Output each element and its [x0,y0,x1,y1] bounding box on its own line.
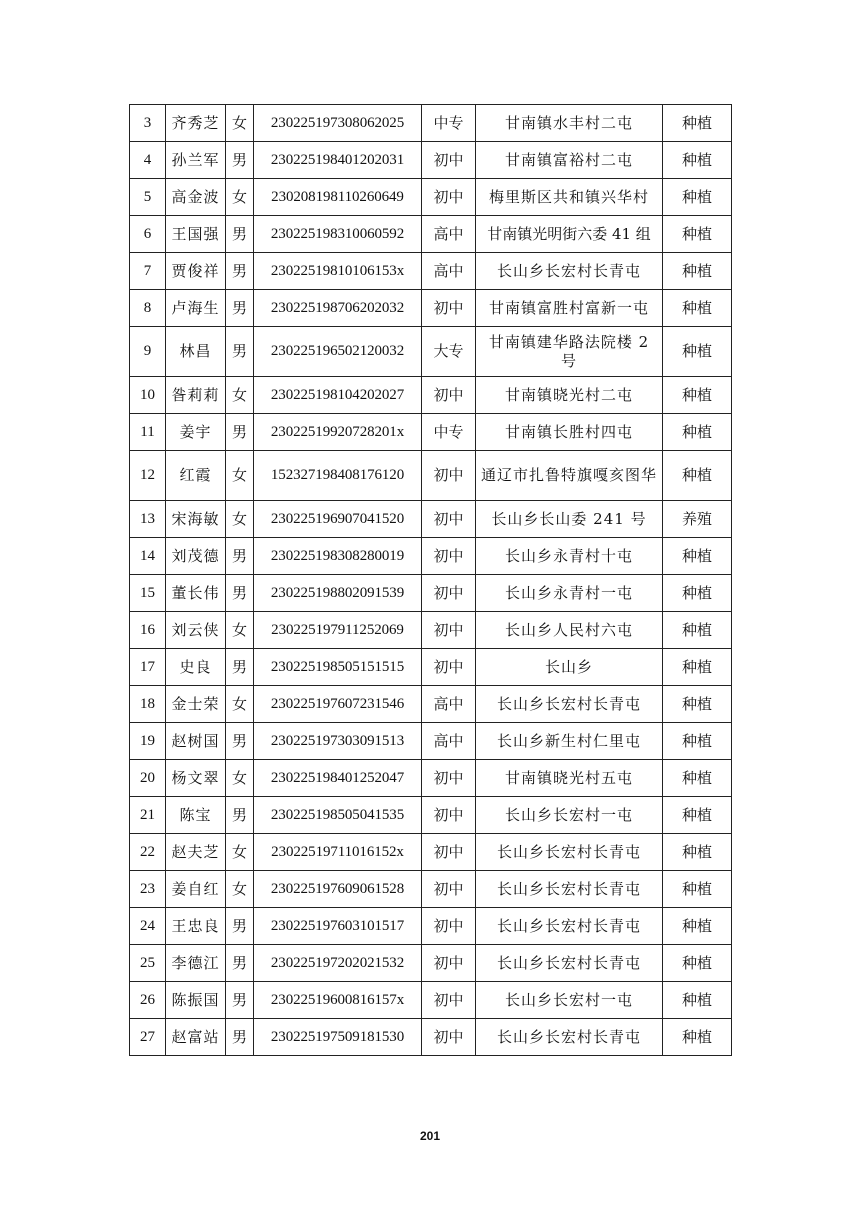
table-row [130,414,732,451]
id-number: 230225197303091513 [254,723,422,760]
table-row [130,179,732,216]
education: 初中 [422,982,476,1019]
gender: 男 [226,253,254,290]
gender: 男 [226,908,254,945]
id-number: 230225198802091539 [254,575,422,612]
address: 长山乡长宏村一屯 [476,797,663,834]
address: 长山乡长宏村长青屯 [476,871,663,908]
education: 初中 [422,649,476,686]
id-number: 152327198408176120 [254,451,422,501]
row-number: 9 [130,327,166,377]
id-number: 230208198110260649 [254,179,422,216]
id-number: 230225198505151515 [254,649,422,686]
gender: 男 [226,649,254,686]
occupation: 种植 [663,945,732,982]
occupation: 种植 [663,686,732,723]
education: 中专 [422,105,476,142]
id-number: 23022519600816157x [254,982,422,1019]
occupation: 种植 [663,105,732,142]
row-number: 27 [130,1019,166,1056]
id-number: 230225198310060592 [254,216,422,253]
occupation: 种植 [663,797,732,834]
row-number: 23 [130,871,166,908]
gender: 女 [226,612,254,649]
gender: 女 [226,451,254,501]
address: 甘南镇晓光村二屯 [476,377,663,414]
id-number: 230225198706202032 [254,290,422,327]
row-number: 7 [130,253,166,290]
table-row [130,538,732,575]
roster-body [130,105,732,1056]
id-number: 230225197609061528 [254,871,422,908]
person-name: 孙兰军 [166,142,226,179]
education: 初中 [422,142,476,179]
table-row [130,945,732,982]
table-row [130,1019,732,1056]
occupation: 种植 [663,253,732,290]
id-number: 230225196502120032 [254,327,422,377]
gender: 男 [226,945,254,982]
gender: 男 [226,1019,254,1056]
row-number: 18 [130,686,166,723]
gender: 男 [226,538,254,575]
gender: 男 [226,575,254,612]
person-name: 金士荣 [166,686,226,723]
person-name: 杨文翠 [166,760,226,797]
gender: 男 [226,142,254,179]
row-number: 11 [130,414,166,451]
gender: 女 [226,179,254,216]
row-number: 24 [130,908,166,945]
table-row [130,327,732,377]
table-row [130,575,732,612]
address: 长山乡长宏村长青屯 [476,834,663,871]
table-row [130,723,732,760]
education: 中专 [422,414,476,451]
gender: 男 [226,414,254,451]
row-number: 5 [130,179,166,216]
id-number: 230225196907041520 [254,501,422,538]
row-number: 21 [130,797,166,834]
person-name: 李德江 [166,945,226,982]
education: 初中 [422,575,476,612]
occupation: 种植 [663,575,732,612]
occupation: 种植 [663,723,732,760]
occupation: 种植 [663,216,732,253]
id-number: 230225198401202031 [254,142,422,179]
gender: 男 [226,290,254,327]
education: 大专 [422,327,476,377]
id-number: 23022519810106153x [254,253,422,290]
address: 甘南镇晓光村五屯 [476,760,663,797]
education: 初中 [422,945,476,982]
table-row [130,908,732,945]
education: 初中 [422,612,476,649]
id-number: 230225197308062025 [254,105,422,142]
person-name: 史良 [166,649,226,686]
education: 高中 [422,686,476,723]
id-number: 230225197202021532 [254,945,422,982]
occupation: 种植 [663,538,732,575]
row-number: 20 [130,760,166,797]
person-name: 卢海生 [166,290,226,327]
address: 长山乡长宏村长青屯 [476,686,663,723]
address: 长山乡永青村一屯 [476,575,663,612]
row-number: 15 [130,575,166,612]
person-name: 姜宇 [166,414,226,451]
table-row [130,834,732,871]
education: 初中 [422,538,476,575]
person-name: 赵夫芝 [166,834,226,871]
id-number: 23022519920728201x [254,414,422,451]
education: 初中 [422,834,476,871]
occupation: 种植 [663,871,732,908]
row-number: 12 [130,451,166,501]
address: 长山乡长宏村一屯 [476,982,663,1019]
row-number: 26 [130,982,166,1019]
education: 高中 [422,253,476,290]
education: 初中 [422,760,476,797]
id-number: 23022519711016152x [254,834,422,871]
person-name: 王国强 [166,216,226,253]
person-name: 高金波 [166,179,226,216]
person-name: 姜自红 [166,871,226,908]
education: 初中 [422,1019,476,1056]
education: 初中 [422,501,476,538]
table-row [130,142,732,179]
address: 长山乡永青村十屯 [476,538,663,575]
id-number: 230225198104202027 [254,377,422,414]
occupation: 种植 [663,142,732,179]
table-row [130,451,732,501]
person-name: 刘云侠 [166,612,226,649]
id-number: 230225198505041535 [254,797,422,834]
person-name: 赵树国 [166,723,226,760]
id-number: 230225197509181530 [254,1019,422,1056]
gender: 男 [226,797,254,834]
table-row [130,797,732,834]
address: 长山乡人民村六屯 [476,612,663,649]
education: 初中 [422,179,476,216]
table-row [130,216,732,253]
gender: 男 [226,723,254,760]
address: 甘南镇水丰村二屯 [476,105,663,142]
gender: 女 [226,686,254,723]
occupation: 种植 [663,377,732,414]
address: 长山乡长宏村长青屯 [476,253,663,290]
table-row [130,290,732,327]
education: 初中 [422,908,476,945]
person-name: 贾俊祥 [166,253,226,290]
education: 初中 [422,377,476,414]
gender: 男 [226,982,254,1019]
id-number: 230225197603101517 [254,908,422,945]
person-name: 宋海敏 [166,501,226,538]
address: 长山乡新生村仁里屯 [476,723,663,760]
gender: 男 [226,327,254,377]
address: 甘南镇长胜村四屯 [476,414,663,451]
page-number: 201 [419,1129,441,1143]
id-number: 230225198308280019 [254,538,422,575]
occupation: 养殖 [663,501,732,538]
table-row [130,686,732,723]
gender: 女 [226,871,254,908]
table-row [130,501,732,538]
id-number: 230225198401252047 [254,760,422,797]
occupation: 种植 [663,612,732,649]
table-row [130,871,732,908]
id-number: 230225197911252069 [254,612,422,649]
address: 甘南镇建华路法院楼 2 号 [476,327,663,377]
row-number: 6 [130,216,166,253]
address: 长山乡长宏村长青屯 [476,908,663,945]
row-number: 19 [130,723,166,760]
gender: 女 [226,377,254,414]
gender: 女 [226,105,254,142]
table-row [130,377,732,414]
occupation: 种植 [663,1019,732,1056]
education: 初中 [422,871,476,908]
id-number: 230225197607231546 [254,686,422,723]
occupation: 种植 [663,908,732,945]
gender: 男 [226,216,254,253]
table-row [130,760,732,797]
roster-table [129,104,732,1056]
gender: 女 [226,834,254,871]
address: 梅里斯区共和镇兴华村 [476,179,663,216]
row-number: 10 [130,377,166,414]
table-row [130,612,732,649]
person-name: 王忠良 [166,908,226,945]
row-number: 3 [130,105,166,142]
education: 高中 [422,723,476,760]
person-name: 红霞 [166,451,226,501]
occupation: 种植 [663,290,732,327]
occupation: 种植 [663,760,732,797]
address: 通辽市扎鲁特旗嘎亥图华 [476,451,663,501]
gender: 女 [226,760,254,797]
row-number: 16 [130,612,166,649]
address: 长山乡 [476,649,663,686]
person-name: 齐秀芝 [166,105,226,142]
education: 高中 [422,216,476,253]
row-number: 4 [130,142,166,179]
education: 初中 [422,451,476,501]
table-row [130,253,732,290]
occupation: 种植 [663,451,732,501]
address: 甘南镇富胜村富新一屯 [476,290,663,327]
table-row [130,105,732,142]
education: 初中 [422,290,476,327]
person-name: 刘茂德 [166,538,226,575]
gender: 女 [226,501,254,538]
person-name: 林昌 [166,327,226,377]
address: 长山乡长宏村长青屯 [476,945,663,982]
occupation: 种植 [663,414,732,451]
person-name: 赵富站 [166,1019,226,1056]
occupation: 种植 [663,982,732,1019]
row-number: 22 [130,834,166,871]
row-number: 17 [130,649,166,686]
address: 甘南镇富裕村二屯 [476,142,663,179]
occupation: 种植 [663,834,732,871]
address: 长山乡长宏村长青屯 [476,1019,663,1056]
address: 长山乡长山委 241 号 [476,501,663,538]
person-name: 陈宝 [166,797,226,834]
occupation: 种植 [663,649,732,686]
table-row [130,982,732,1019]
address: 甘南镇光明街六委 41 组 [476,216,663,253]
person-name: 昝莉莉 [166,377,226,414]
table-row [130,649,732,686]
row-number: 8 [130,290,166,327]
person-name: 董长伟 [166,575,226,612]
row-number: 13 [130,501,166,538]
education: 初中 [422,797,476,834]
row-number: 25 [130,945,166,982]
row-number: 14 [130,538,166,575]
occupation: 种植 [663,179,732,216]
occupation: 种植 [663,327,732,377]
person-name: 陈振国 [166,982,226,1019]
